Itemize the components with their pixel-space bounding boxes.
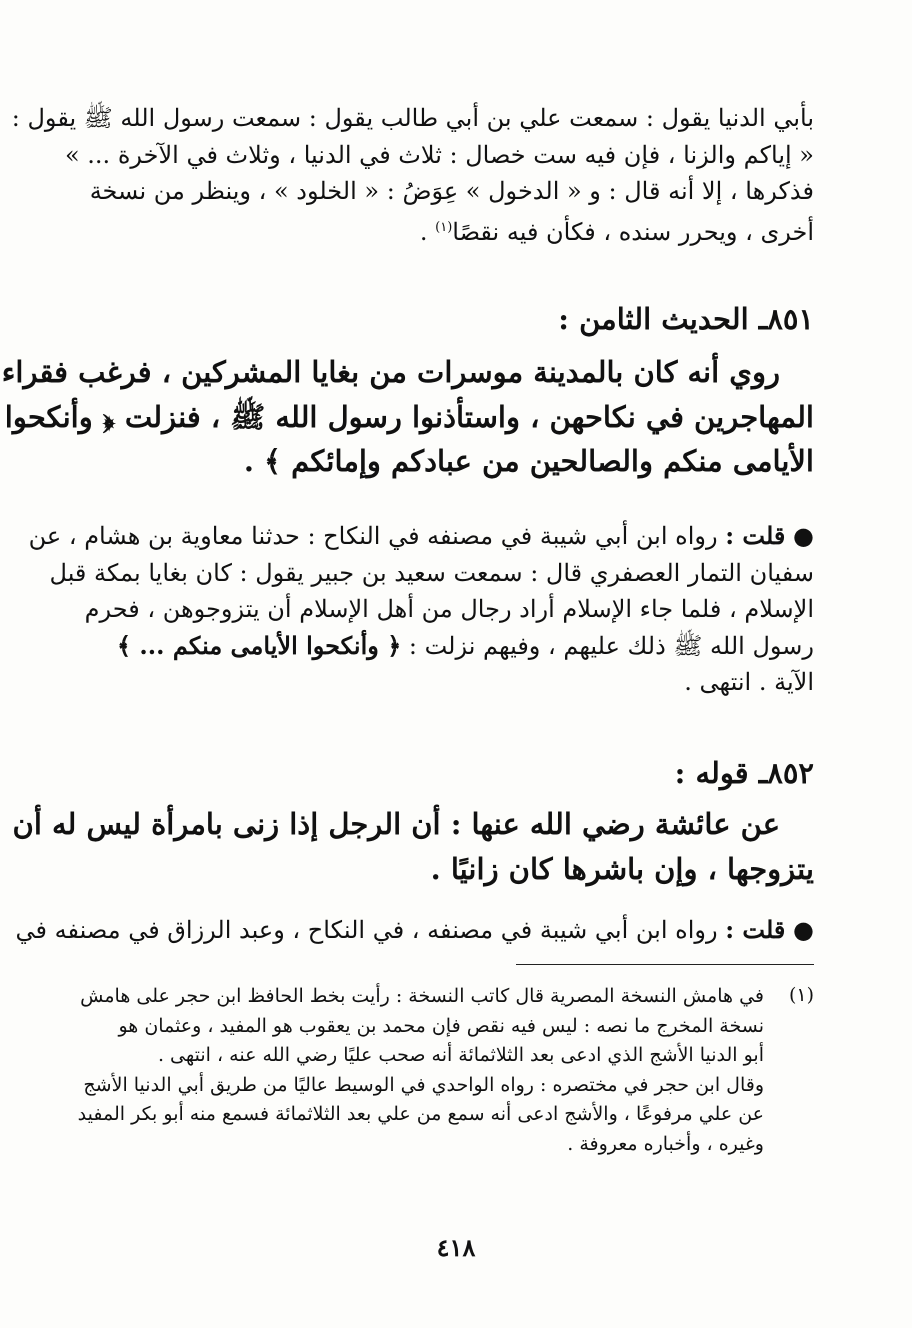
text-line: فذكرها ، إلا أنه قال : و « الدخول » عِوَضُ : « الخلود » ، وينظر من نسخة xyxy=(89,177,814,205)
text-line: بأبي الدنيا يقول : سمعت علي بن أبي طالب يقول : سمعت رسول الله ﷺ يقول : xyxy=(11,104,814,132)
text-line: عن عائشة رضي الله عنها : أن الرجل إذا زنى بامرأة ليس له أن xyxy=(12,807,780,841)
text-line xyxy=(104,628,814,665)
footnote-line: في هامش النسخة المصرية قال كاتب النسخة : رأيت بخط الحافظ ابن حجر على هامش xyxy=(80,985,764,1007)
hadith-852-text xyxy=(12,802,814,891)
text-fragment: رواه ابن أبي شيبة في مصنفه في النكاح : حدثنا معاوية بن هشام ، عن xyxy=(28,522,726,550)
footnote-line: وغيره ، وأخباره معروفة . xyxy=(567,1132,764,1155)
footnote-line: عن علي مرفوعًا ، والأشج ادعى أنه سمع من علي بعد الثلاثمائة فسمع منه أبو بكر المفيد xyxy=(77,1103,764,1125)
footnote-line: وقال ابن حجر في مختصره : رواه الواحدي في الوسيط عاليًا من طريق أبي الدنيا الأشج xyxy=(83,1073,764,1096)
text-fragment: رواه ابن أبي شيبة في مصنفه ، في النكاح ، وعبد الرزاق في مصنفه في xyxy=(15,916,726,944)
quran-quote: ﴿ وأنكحوا الأيامى منكم ... ﴾ xyxy=(117,630,402,660)
bullet-icon: ● xyxy=(793,915,814,944)
text-fragment: رسول الله ﷺ ذلك عليهم ، وفيهم نزلت : xyxy=(401,631,814,660)
text-line xyxy=(104,210,814,251)
text-line: المهاجرين في نكاحهن ، واستأذنوا رسول الله ﷺ ، فنزلت ﴿ وأنكحوا xyxy=(4,399,814,434)
footnote-ref[interactable]: (١) xyxy=(435,219,453,235)
text-line xyxy=(28,518,814,555)
comment-label: قلت : xyxy=(725,521,786,550)
text-line: روي أنه كان بالمدينة موسرات من بغايا المشركين ، فرغب فقراء xyxy=(1,355,780,389)
hadith-852-title: ٨٥٢ـ قوله : xyxy=(674,756,814,790)
text-line: الأيامى منكم والصالحين من عبادكم وإمائكم ﴾ . xyxy=(243,444,814,478)
comment-label: قلت : xyxy=(725,915,786,944)
page-number: ٤١٨ xyxy=(436,1233,476,1262)
text-line xyxy=(15,912,814,949)
text-fragment: . xyxy=(419,217,436,246)
hadith-852-comment xyxy=(15,912,814,949)
text-line: سفيان التمار العصفري قال : سمعت سعيد بن جبير يقول : كان بغايا بمكة قبل xyxy=(49,558,814,587)
top-paragraph xyxy=(11,100,814,250)
text-line: الإسلام ، فلما جاء الإسلام أراد رجال من أهل الإسلام أن يتزوجوهن ، فحرم xyxy=(84,595,814,623)
hadith-851-title: ٨٥١ـ الحديث الثامن : xyxy=(558,302,814,336)
footnote-line: نسخة المخرج ما نصه : ليس فيه نقص فإن محمد بن يعقوب هو المفيد ، وعثمان هو xyxy=(118,1014,764,1037)
footnote-text xyxy=(77,982,764,1159)
footnote-line: أبو الدنيا الأشج الذي ادعى بعد الثلاثمائة أنه صحب عليًا رضي الله عنه ، انتهى . xyxy=(157,1044,764,1066)
text-line: الآية . انتهى . xyxy=(684,668,814,696)
footnote-separator xyxy=(516,964,814,965)
bullet-icon: ● xyxy=(793,521,814,550)
text-fragment: أخرى ، ويحرر سنده ، فكأن فيه نقصًا xyxy=(452,217,814,246)
text-line: « إياكم والزنا ، فإن فيه ست خصال : ثلاث في الدنيا ، وثلاث في الآخرة ... » xyxy=(64,140,814,169)
footnote-number: (١) xyxy=(788,984,814,1006)
hadith-851-comment xyxy=(28,518,814,701)
text-line: يتزوجها ، وإن باشرها كان زانيًا . xyxy=(430,851,814,886)
hadith-851-text xyxy=(1,350,814,484)
